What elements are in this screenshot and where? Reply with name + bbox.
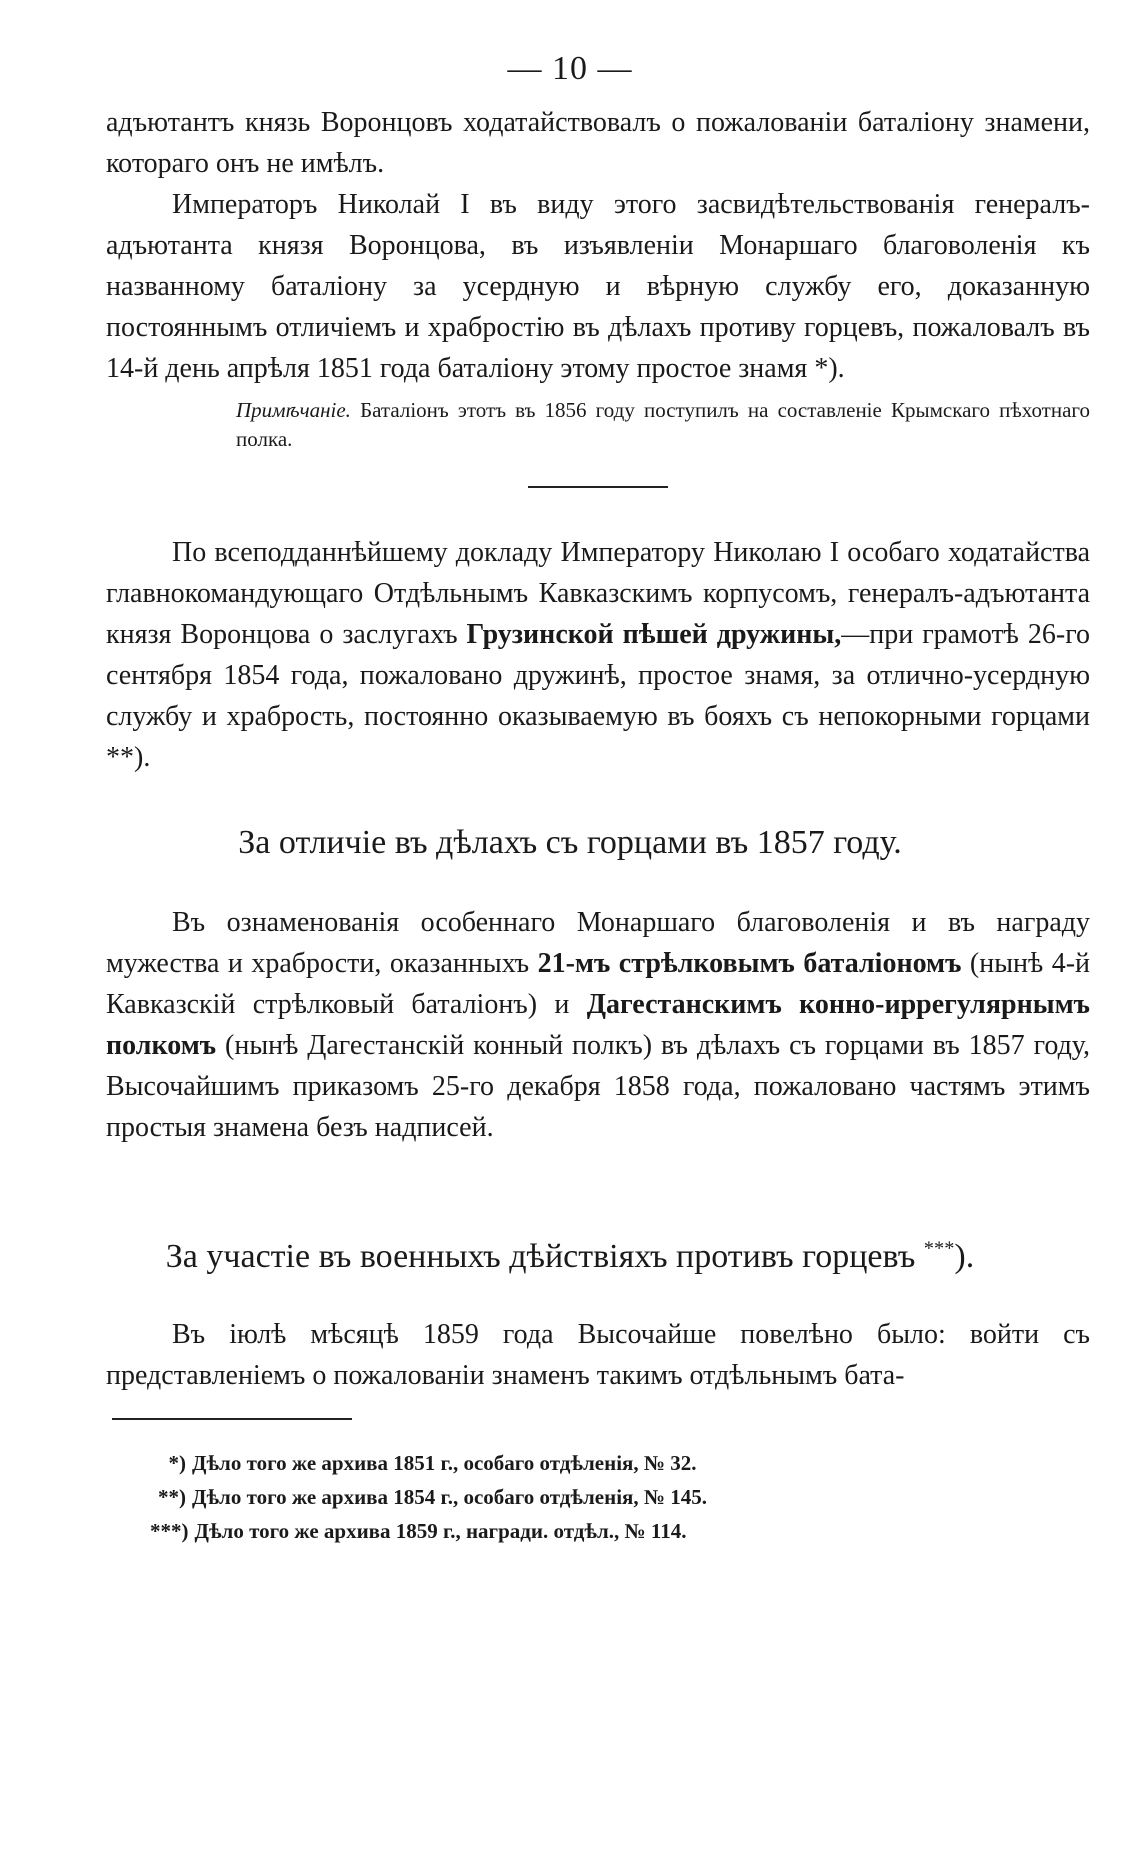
footnote-reference: **). <box>106 742 151 773</box>
unit-name-bold: Дагестанскимъ конно-иррегулярнымъ полкомъ <box>106 989 1090 1061</box>
footnote-mark: *) <box>168 1451 186 1475</box>
footnote-reference: *** <box>923 1237 955 1260</box>
footnote-item <box>150 1514 950 1548</box>
paragraph-text: —при грамотѣ 26-го сентября 1854 года, пожаловано дружинѣ, простое знамя, за отлично-усердную службу и храбрость, постоянно оказываемую въ бояхъ съ непокорными горцами <box>106 619 1090 732</box>
footnote-item <box>150 1480 950 1514</box>
footnote-item <box>150 1446 950 1480</box>
footnote-reference: *). <box>814 353 845 384</box>
footnote-text: Дѣло того же архива 1854 г., особаго отдѣленія, № 145. <box>192 1485 708 1509</box>
footnote-divider <box>112 1418 352 1420</box>
paragraph-4 <box>106 902 1090 1148</box>
footnote-text: Дѣло того же архива 1859 г., награди. отдѣл., № 114. <box>194 1519 687 1543</box>
remark-text: Баталіонъ этотъ въ 1856 году поступилъ на составленіе Крымскаго пѣхотнаго полка. <box>236 398 1091 451</box>
paragraph-text: (нынѣ 4-й Кавказскій стрѣлковый баталіонъ) и <box>106 948 1091 1020</box>
section-heading-1: За отличіе въ дѣлахъ съ горцами въ 1857 году. <box>238 824 902 861</box>
footnotes <box>150 1446 950 1548</box>
heading-close: ). <box>954 1238 975 1275</box>
remark-note <box>236 396 1090 454</box>
heading-text: За участіе въ военныхъ дѣйствіяхъ противъ горцевъ <box>165 1238 916 1275</box>
paragraph-text: адъютантъ князь Воронцовъ ходатайствовалъ о пожалованіи баталіону знамени, котораго онъ не имѣлъ. <box>106 107 1090 179</box>
paragraph-3 <box>106 532 1090 778</box>
paragraph-text: Въ ознаменованія особеннаго Монаршаго благоволенія и въ награду мужества и храбрости, оказанныхъ <box>106 907 1090 979</box>
remark-label: Примѣчаніе. <box>236 398 351 422</box>
footnote-mark: ***) <box>150 1519 189 1543</box>
paragraph-text: По всеподданнѣйшему докладу Императору Николаю I особаго ходатайства главнокомандующаго Отдѣльнымъ Кавказскимъ корпусомъ, генералъ-адъютанта князя Воронцова о заслугахъ <box>106 537 1090 650</box>
paragraph-5 <box>106 1314 1090 1396</box>
footnote-mark: **) <box>158 1485 186 1509</box>
page-number: — 10 — <box>507 50 633 87</box>
paragraph-text: Императоръ Николай I въ виду этого засвидѣтельствованія генералъ-адъютанта князя Воронцова, въ изъявленіи Монаршаго благоволенія къ названному баталіону за усердную и вѣрную службу его, доказанную постояннымъ отличіемъ и храбростію въ дѣлахъ противу горцевъ, пожаловалъ въ 14-й день апрѣля 1851 года баталіону этому простое знамя <box>106 189 1090 384</box>
paragraph-1 <box>106 102 1090 184</box>
paragraph-text: (нынѣ Дагестанскій конный полкъ) въ дѣлахъ съ горцами въ 1857 году, Высочайшимъ приказомъ 25-го декабря 1858 года, пожаловано частямъ этимъ простыя знамена безъ надписей. <box>106 1030 1091 1143</box>
section-divider <box>528 486 668 488</box>
unit-name-bold: 21-мъ стрѣлковымъ баталіономъ <box>537 948 962 979</box>
paragraph-text: Въ іюлѣ мѣсяцѣ 1859 года Высочайше повелѣно было: войти съ представленіемъ о пожалованіи знаменъ такимъ отдѣльнымъ бата- <box>106 1319 1090 1391</box>
footnote-text: Дѣло того же архива 1851 г., особаго отдѣленія, № 32. <box>192 1451 697 1475</box>
unit-name-bold: Грузинской пѣшей дружины, <box>466 619 842 650</box>
section-heading-2 <box>0 1238 1140 1276</box>
paragraph-2 <box>106 184 1090 389</box>
